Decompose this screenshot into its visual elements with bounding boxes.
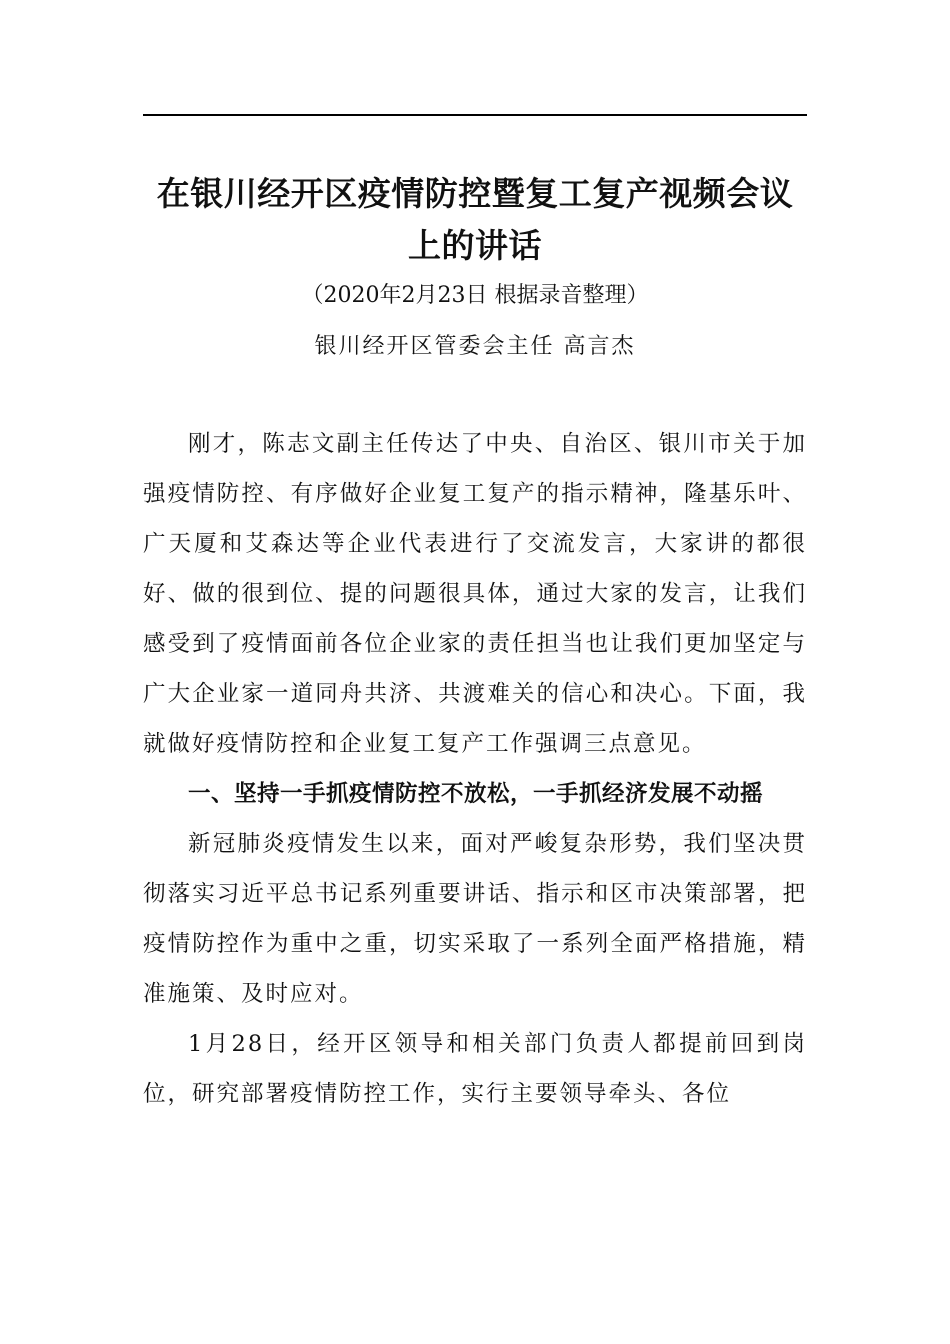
paragraph-section-1: 新冠肺炎疫情发生以来，面对严峻复杂形势，我们坚决贯彻落实习近平总书记系列重要讲话、指示和区市决策部署，把疫情防控作为重中之重，切实采取了一系列全面严格措施，精准施策、及时应对。 [143, 831, 807, 1007]
document-body [143, 419, 807, 1119]
paragraph-section-2: 1月28日，经开区领导和相关部门负责人都提前回到岗位，研究部署疫情防控工作，实行主要领导牵头、各位 [143, 1031, 807, 1107]
header-rule [143, 114, 807, 116]
document-subtitle: （2020年2月23日 根据录音整理） [301, 283, 649, 308]
paragraph-intro: 刚才，陈志文副主任传达了中央、自治区、银川市关于加强疫情防控、有序做好企业复工复产的指示精神，隆基乐叶、广天厦和艾森达等企业代表进行了交流发言，大家讲的都很好、做的很到位、提的问题很具体，通过大家的发言，让我们感受到了疫情面前各位企业家的责任担当也让我们更加坚定与广大企业家一道同舟共济、共渡难关的信心和决心。下面，我就做好疫情防控和企业复工复产工作强调三点意见。 [143, 431, 807, 757]
section-heading: 一、坚持一手抓疫情防控不放松，一手抓经济发展不动摇 [188, 781, 764, 807]
document-author: 银川经开区管委会主任 高言杰 [314, 334, 636, 359]
document-title: 在银川经开区疫情防控暨复工复产视频会议上的讲话 [156, 174, 794, 265]
